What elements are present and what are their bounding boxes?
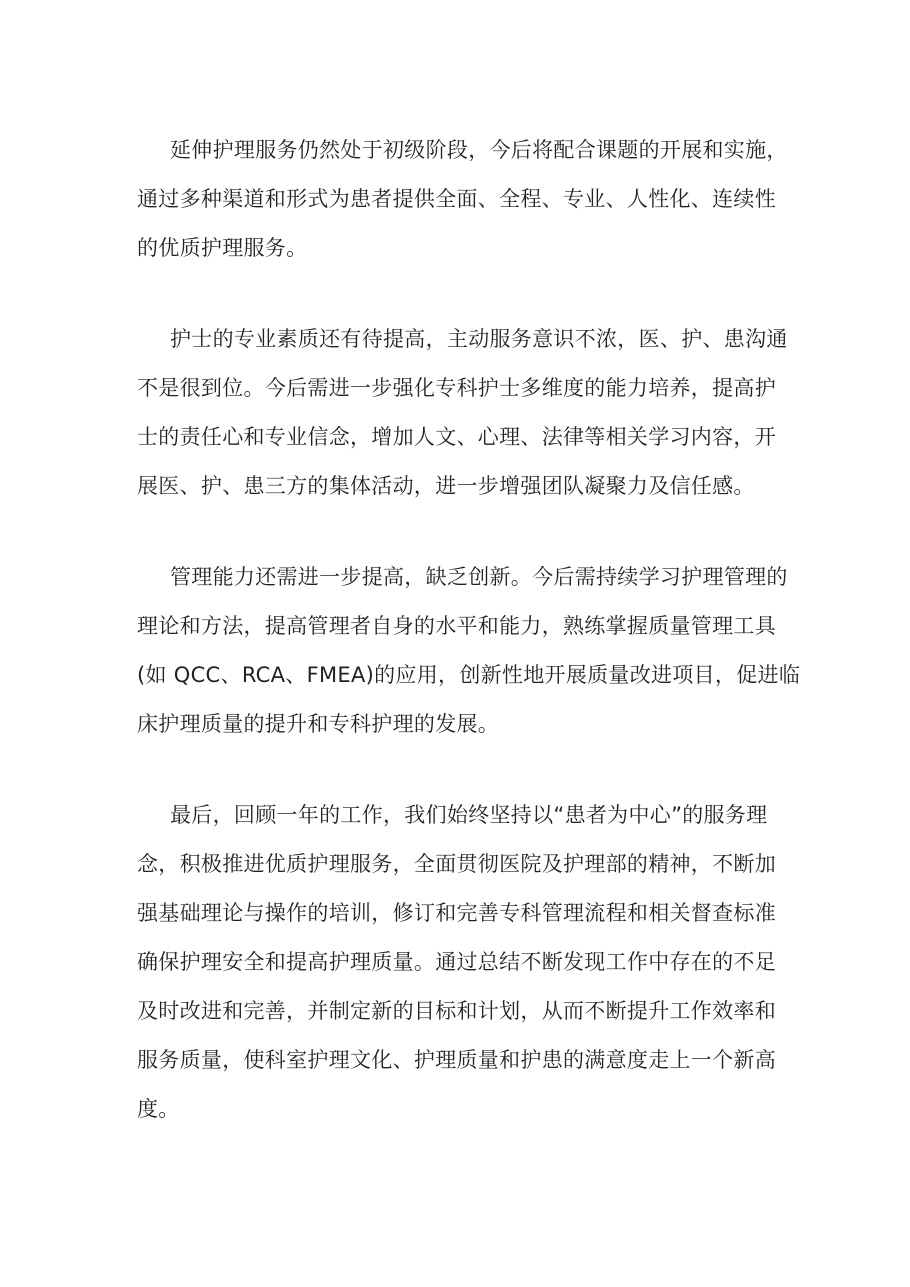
paragraph-line: (如 QCC、RCA、FMEA)的应用，创新性地开展质量改进项目，促进临	[137, 663, 801, 687]
paragraph-line: 度。	[137, 1097, 180, 1121]
paragraph-management	[137, 553, 801, 749]
paragraph-line: 服务质量，使科室护理文化、护理质量和护患的满意度走上一个新高	[137, 1048, 776, 1072]
paragraph-line: 床护理质量的提升和专科护理的发展。	[137, 712, 500, 736]
paragraph-nurse-quality	[137, 315, 788, 511]
paragraph-line: 理论和方法，提高管理者自身的水平和能力，熟练掌握质量管理工具	[137, 614, 776, 638]
paragraph-extended-care	[137, 126, 788, 273]
paragraph-line: 及时改进和完善，并制定新的目标和计划，从而不断提升工作效率和	[137, 999, 776, 1023]
paragraph-line: 管理能力还需进一步提高，缺乏创新。今后需持续学习护理管理的	[170, 565, 788, 589]
paragraph-conclusion	[137, 791, 777, 1134]
paragraph-line: 通过多种渠道和形式为患者提供全面、全程、专业、人性化、连续性	[137, 187, 776, 211]
paragraph-line: 强基础理论与操作的培训，修订和完善专科管理流程和相关督查标准	[137, 901, 776, 925]
paragraph-line: 延伸护理服务仍然处于初级阶段，今后将配合课题的开展和实施，	[170, 138, 788, 162]
paragraph-line: 展医、护、患三方的集体活动，进一步增强团队凝聚力及信任感。	[137, 474, 755, 498]
paragraph-line: 不是很到位。今后需进一步强化专科护士多维度的能力培养，提高护	[137, 376, 776, 400]
paragraph-line: 士的责任心和专业信念，增加人文、心理、法律等相关学习内容，开	[137, 425, 776, 449]
paragraph-line: 确保护理安全和提高护理质量。通过总结不断发现工作中存在的不足	[137, 950, 776, 974]
paragraph-line: 念，积极推进优质护理服务，全面贯彻医院及护理部的精神，不断加	[137, 852, 776, 876]
paragraph-line: 最后，回顾一年的工作，我们始终坚持以“患者为中心”的服务理	[170, 803, 768, 827]
paragraph-line: 的优质护理服务。	[137, 236, 308, 260]
document-body	[137, 126, 801, 1176]
paragraph-line: 护士的专业素质还有待提高，主动服务意识不浓，医、护、患沟通	[170, 327, 788, 351]
